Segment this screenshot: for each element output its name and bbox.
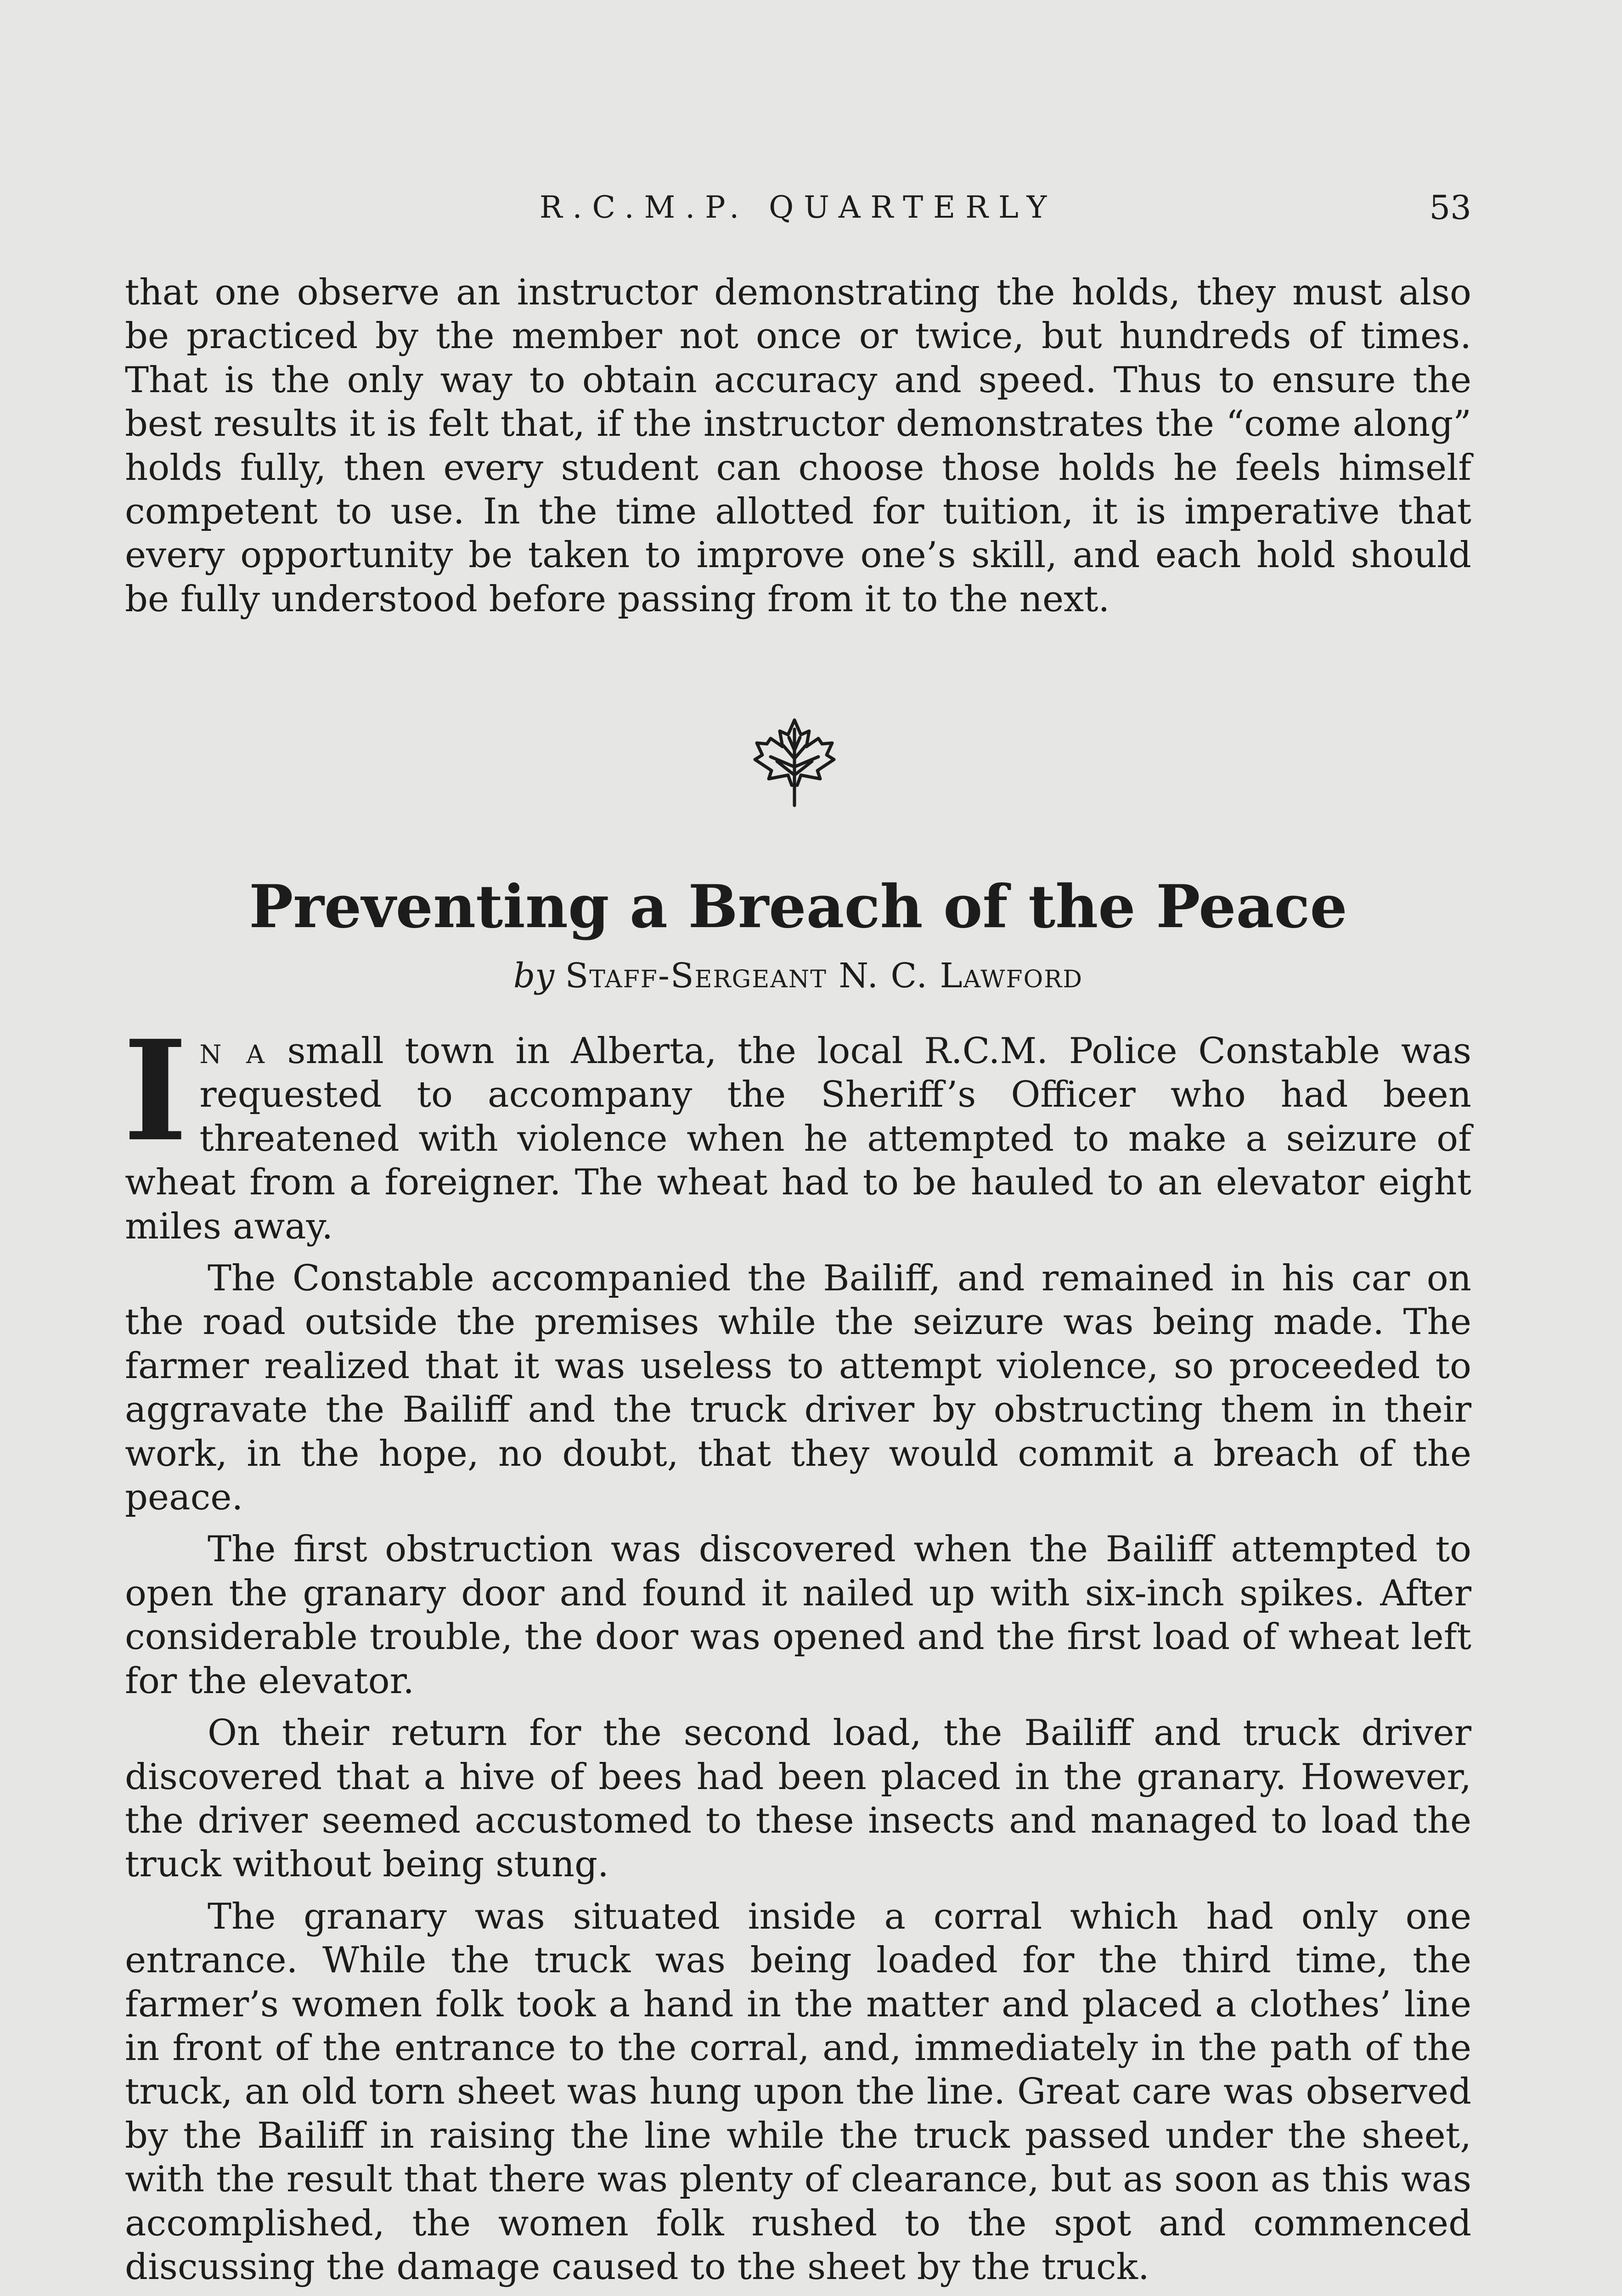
lead-in-smallcaps: n a	[199, 1030, 266, 1072]
article-first-paragraph	[123, 1010, 1472, 1249]
article-paragraph: On their return for the second load, the Bailiff and truck driver discovered that a hive of bees had been placed in the granary. However, the driver seemed accustomed to these insects and managed to load the truck without being stung.	[125, 1712, 1471, 1885]
running-head	[125, 185, 1471, 231]
byline-prefix: by	[513, 956, 555, 996]
previous-article-text	[125, 271, 1471, 621]
maple-leaf-graphic	[753, 716, 836, 808]
previous-article-closing-paragraph: that one observe an instructor demonstrating the holds, they must also be practiced by the member not once or twice, but hundreds of times. That is the only way to obtain accuracy and speed. Thus to ensure the best results it is felt that, if the instructor demonstrates the “come along” holds fully, then every student can choose those holds he feels himself competent to use. In the time allotted for tuition, it is imperative that every opportunity be taken to improve one’s skill, and each hold should be fully understood before passing from it to the next.	[125, 272, 1471, 620]
article-body	[123, 1010, 1472, 2296]
article-paragraph: The granary was situated inside a corral which had only one entrance. While the truck was being loaded for the third time, the farmer’s women folk took a hand in the matter and placed a clothes’ line in front of the entrance to the corral, and, immediately in the path of the truck, an old torn sheet was hung upon the line. Great care was observed by the Bailiff in raising the line while the truck passed under the sheet, with the result that there was plenty of clearance, but as soon as this was accomplished, the women folk rushed to the spot and commenced discussing the damage caused to the sheet by the truck.	[125, 1896, 1471, 2288]
article-paragraph: The first obstruction was discovered when the Bailiff attempted to open the granary door and found it nailed up with six-inch spikes. After considerable trouble, the door was opened and the first load of wheat left for the elevator.	[125, 1529, 1471, 1702]
article-title: Preventing a Breach of the Peace	[249, 872, 1347, 941]
journal-name: R.C.M.P. QUARTERLY	[539, 190, 1057, 225]
byline	[125, 951, 1471, 1001]
maple-leaf-icon	[753, 716, 836, 808]
first-paragraph-text: small town in Alberta, the local R.C.M. Police Constable was requested to accompany the Sheriff’s Officer who had been threatened with violence when he attempted to make a seizure of wheat from a foreigner. The wheat had to be hauled to an elevator eight miles away.	[125, 1030, 1472, 1247]
drop-cap: I	[123, 1010, 188, 1172]
author-name: Staff-Sergeant N. C. Lawford	[565, 956, 1083, 996]
article-paragraph: The Constable accompanied the Bailiff, and remained in his car on the road outside the premises while the seizure was being made. The farmer realized that it was useless to attempt violence, so proceeded to aggravate the Bailiff and the truck driver by obstructing them in their work, in the hope, no doubt, that they would commit a breach of the peace.	[125, 1258, 1471, 1519]
page-number: 53	[1429, 188, 1471, 227]
